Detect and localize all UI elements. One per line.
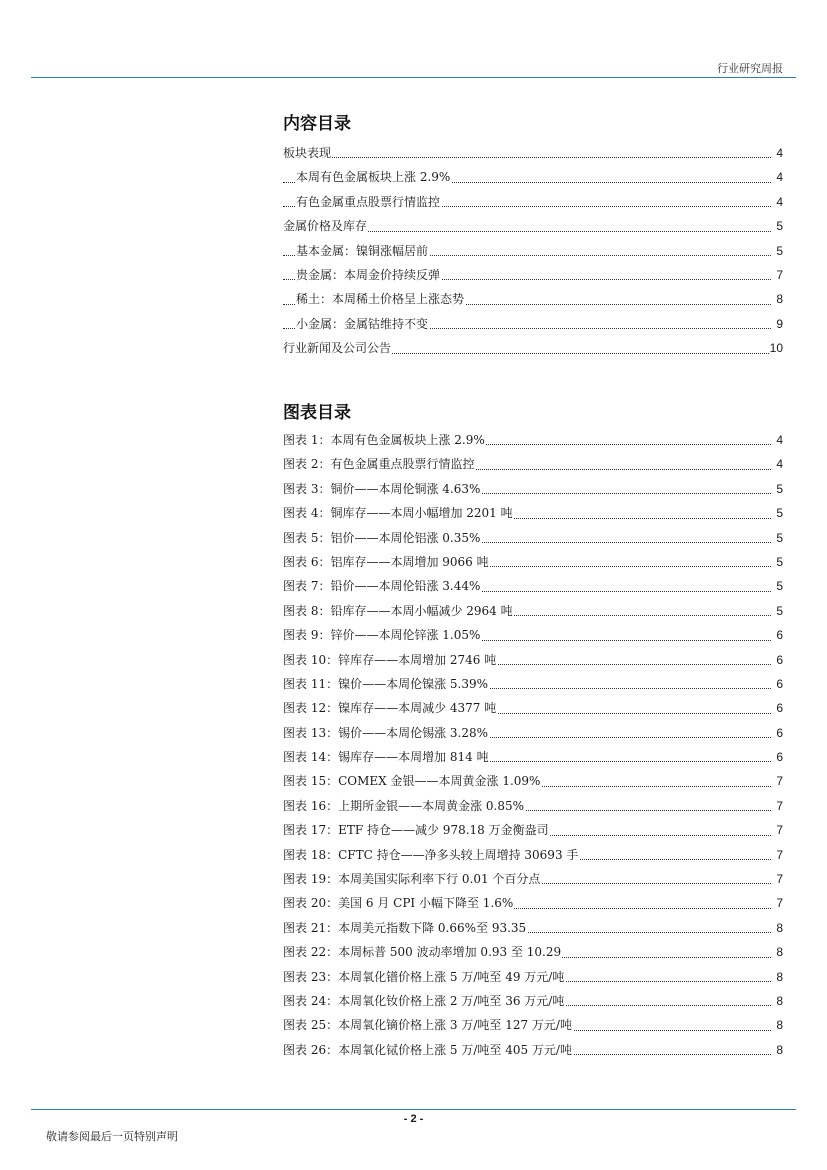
toc-entry-page: 8	[775, 965, 783, 989]
toc-entry-label: 图表 18：CFTC 持仓——净多头较上周增持 30693 手	[283, 847, 579, 862]
toc-entry-label: 金属价格及库存	[283, 219, 368, 234]
figure-entry[interactable]	[283, 1013, 783, 1037]
toc-entry-label: 图表 10：锌库存——本周增加 2746 吨	[283, 652, 497, 667]
toc-entry-label: 图表 6：铝库存——本周增加 9066 吨	[283, 554, 489, 569]
toc-entry-label: 图表 14：锡库存——本周增加 814 吨	[283, 750, 489, 765]
toc-entry-page: 4	[775, 141, 783, 165]
toc-entry-page: 7	[775, 843, 783, 867]
toc-entry-label: 贵金属：本周金价持续反弹	[296, 267, 441, 282]
toc-entry-label: 图表 19：本周美国实际利率下行 0.01 个百分点	[283, 872, 541, 887]
toc-entry-label: 图表 9：锌价——本周伦锌涨 1.05%	[283, 628, 481, 643]
page-number: - 2 -	[403, 1113, 424, 1125]
figure-entry[interactable]	[283, 526, 783, 550]
figure-entry[interactable]	[283, 599, 783, 623]
toc-entry-label: 图表 20：美国 6 月 CPI 小幅下降至 1.6%	[283, 896, 514, 911]
toc-entry-label: 板块表现	[283, 146, 332, 160]
disclaimer: 敬请参阅最后一页特别声明	[46, 1130, 178, 1143]
figure-entry[interactable]	[283, 477, 783, 501]
figure-entry[interactable]	[283, 574, 783, 598]
figure-entry[interactable]	[283, 696, 783, 720]
toc-entry-page: 4	[775, 190, 783, 214]
figure-entry[interactable]	[283, 867, 783, 891]
footer-rule	[31, 1109, 796, 1110]
figure-entry[interactable]	[283, 989, 783, 1013]
toc-entry-page: 8	[775, 1013, 783, 1037]
toc-entry-page: 6	[775, 623, 783, 647]
toc-entry-label: 图表 5：铝价——本周伦铝涨 0.35%	[283, 530, 481, 545]
toc-entry-page: 5	[775, 501, 783, 525]
figure-entry[interactable]	[283, 916, 783, 940]
figure-entry[interactable]	[283, 745, 783, 769]
contents-entry[interactable]	[283, 141, 783, 165]
figure-entry[interactable]	[283, 648, 783, 672]
contents-entry[interactable]	[283, 263, 783, 287]
toc-entry-label: 稀土：本周稀土价格呈上涨态势	[296, 292, 465, 307]
contents-entry[interactable]	[283, 239, 783, 263]
contents-title: 内容目录	[283, 114, 351, 134]
contents-entry[interactable]	[283, 312, 783, 336]
toc-entry-page: 8	[775, 287, 783, 311]
figure-entry[interactable]	[283, 721, 783, 745]
toc-entry-label: 图表 1：本周有色金属板块上涨 2.9%	[283, 433, 485, 447]
toc-entry-page: 6	[775, 672, 783, 696]
toc-entry-page: 8	[775, 916, 783, 940]
figure-entry[interactable]	[283, 501, 783, 525]
toc-entry-label: 有色金属重点股票行情监控	[296, 194, 441, 209]
toc-entry-label: 图表 13：锡价——本周伦锡涨 3.28%	[283, 725, 489, 740]
toc-entry-label: 图表 7：铅价——本周伦铅涨 3.44%	[283, 579, 481, 594]
toc-entry-label: 行业新闻及公司公告	[283, 341, 392, 356]
toc-entry-label: 图表 12：镍库存——本周减少 4377 吨	[283, 701, 497, 716]
toc-entry-page: 7	[775, 818, 783, 842]
figures-title: 图表目录	[283, 403, 351, 423]
toc-entry-page: 6	[775, 696, 783, 720]
toc-entry-page: 7	[775, 794, 783, 818]
toc-entry-page: 9	[775, 312, 783, 336]
toc-entry-label: 图表 3：铜价——本周伦铜涨 4.63%	[283, 481, 481, 496]
toc-entry-page: 8	[775, 1038, 783, 1062]
toc-entry-page: 4	[775, 452, 783, 476]
toc-entry-page: 5	[775, 599, 783, 623]
toc-entry-page: 5	[775, 477, 783, 501]
figure-entry[interactable]	[283, 891, 783, 915]
figure-entry[interactable]	[283, 623, 783, 647]
toc-entry-label: 图表 21：本周美元指数下降 0.66%至 93.35	[283, 920, 527, 935]
leader-dots	[283, 157, 771, 158]
contents-entry[interactable]	[283, 190, 783, 214]
toc-entry-label: 图表 22：本周标普 500 波动率增加 0.93 至 10.29	[283, 945, 562, 960]
figure-entry[interactable]	[283, 940, 783, 964]
toc-entry-label: 图表 8：铅库存——本周小幅减少 2964 吨	[283, 603, 513, 618]
toc-entry-label: 小金属：金属钴维持不变	[296, 316, 429, 331]
toc-entry-page: 5	[775, 239, 783, 263]
toc-entry-page: 8	[775, 940, 783, 964]
contents-entry[interactable]	[283, 165, 783, 189]
header-label: 行业研究周报	[717, 62, 783, 75]
toc-entry-page: 6	[775, 745, 783, 769]
toc-entry-page: 10	[769, 336, 783, 360]
toc-entry-label: 图表 24：本周氧化钕价格上涨 2 万/吨至 36 万元/吨	[283, 993, 565, 1008]
figure-entry[interactable]	[283, 672, 783, 696]
contents-list	[283, 141, 783, 361]
toc-entry-page: 6	[775, 648, 783, 672]
contents-entry[interactable]	[283, 287, 783, 311]
toc-entry-page: 4	[775, 428, 783, 452]
toc-entry-page: 5	[775, 214, 783, 238]
toc-entry-label: 图表 25：本周氧化镝价格上涨 3 万/吨至 127 万元/吨	[283, 1018, 572, 1033]
toc-entry-label: 本周有色金属板块上涨 2.9%	[296, 170, 451, 185]
figure-entry[interactable]	[283, 965, 783, 989]
toc-entry-page: 5	[775, 526, 783, 550]
figure-entry[interactable]	[283, 428, 783, 452]
figure-entry[interactable]	[283, 769, 783, 793]
figures-list	[283, 428, 783, 1062]
figure-entry[interactable]	[283, 794, 783, 818]
toc-entry-label: 图表 15：COMEX 金银——本周黄金涨 1.09%	[283, 774, 541, 789]
toc-entry-page: 4	[775, 165, 783, 189]
toc-entry-label: 图表 2：有色金属重点股票行情监控	[283, 457, 475, 472]
toc-entry-page: 7	[775, 769, 783, 793]
figure-entry[interactable]	[283, 550, 783, 574]
header-rule	[31, 77, 796, 78]
figure-entry[interactable]	[283, 843, 783, 867]
toc-entry-page: 6	[775, 721, 783, 745]
toc-entry-page: 7	[775, 263, 783, 287]
figure-entry[interactable]	[283, 1038, 783, 1062]
contents-entry[interactable]	[283, 336, 783, 360]
toc-entry-page: 7	[775, 867, 783, 891]
toc-entry-page: 5	[775, 550, 783, 574]
toc-entry-page: 7	[775, 891, 783, 915]
toc-entry-label: 图表 26：本周氧化铽价格上涨 5 万/吨至 405 万元/吨	[283, 1042, 572, 1057]
toc-entry-label: 图表 11：镍价——本周伦镍涨 5.39%	[283, 676, 489, 691]
toc-entry-label: 图表 17：ETF 持仓——减少 978.18 万金衡盎司	[283, 823, 549, 838]
figure-entry[interactable]	[283, 452, 783, 476]
toc-entry-label: 图表 4：铜库存——本周小幅增加 2201 吨	[283, 506, 513, 521]
toc-entry-label: 图表 16：上期所金银——本周黄金涨 0.85%	[283, 798, 525, 813]
toc-entry-label: 基本金属：镍铜涨幅居前	[296, 243, 429, 258]
toc-entry-label: 图表 23：本周氧化镨价格上涨 5 万/吨至 49 万元/吨	[283, 969, 565, 984]
contents-entry[interactable]	[283, 214, 783, 238]
toc-entry-page: 8	[775, 989, 783, 1013]
figure-entry[interactable]	[283, 818, 783, 842]
toc-entry-page: 5	[775, 574, 783, 598]
